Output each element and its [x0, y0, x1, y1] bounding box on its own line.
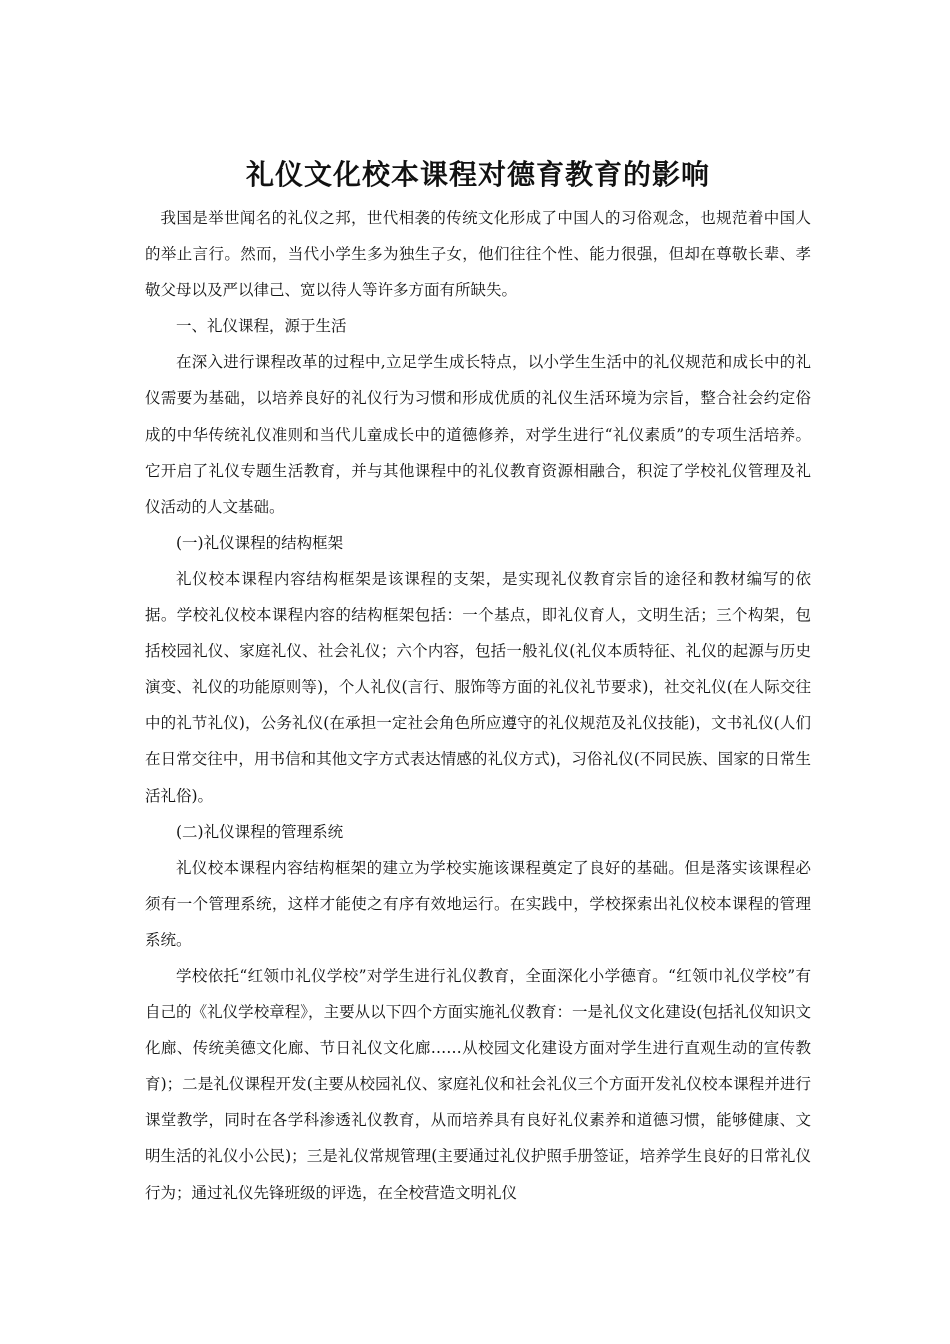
- paragraph-intro: 我国是举世闻名的礼仪之邦，世代相袭的传统文化形成了中国人的习俗观念，也规范着中国人的举止言行。然而，当代小学生多为独生子女，他们往往个性、能力很强，但却在尊敬长辈、孝敬父母以及严以律己、宽以待人等许多方面有所缺失。: [145, 209, 811, 300]
- section-heading-1: 一、礼仪课程，源于生活: [176, 317, 347, 336]
- paragraph: 学校依托“红领巾礼仪学校”对学生进行礼仪教育，全面深化小学德育。“红领巾礼仪学校”有自己的《礼仪学校章程》，主要从以下四个方面实施礼仪教育：一是礼仪文化建设(包括礼仪知识文化廊、传统美德文化廊、节日礼仪文化廊……从校园文化建设方面对学生进行直观生动的宣传教育)；二是礼仪课程开发(主要从校园礼仪、家庭礼仪和社会礼仪三个方面开发礼仪校本课程并进行课堂教学，同时在各学科渗透礼仪教育，从而培养具有良好礼仪素养和道德习惯，能够健康、文明生活的礼仪小公民)；三是礼仪常规管理(主要通过礼仪护照手册签证，培养学生良好的日常礼仪行为；通过礼仪先锋班级的评选，在全校营造文明礼仪: [145, 966, 811, 1202]
- subsection-heading-2: (二)礼仪课程的管理系统: [176, 822, 344, 841]
- subsection-heading-1: (一)礼仪课程的结构框架: [176, 533, 344, 552]
- document-page: [145, 150, 811, 1211]
- paragraph: 礼仪校本课程内容结构框架的建立为学校实施该课程奠定了良好的基础。但是落实该课程必须有一个管理系统，这样才能使之有序有效地运行。在实践中，学校探索出礼仪校本课程的管理系统。: [145, 858, 811, 949]
- document-body: [145, 200, 811, 1211]
- paragraph: 礼仪校本课程内容结构框架是该课程的支架，是实现礼仪教育宗旨的途径和教材编写的依据。学校礼仪校本课程内容的结构框架包括：一个基点，即礼仪育人，文明生活；三个构架，包括校园礼仪、家庭礼仪、社会礼仪；六个内容，包括一般礼仪(礼仪本质特征、礼仪的起源与历史演变、礼仪的功能原则等)，个人礼仪(言行、服饰等方面的礼仪礼节要求)，社交礼仪(在人际交往中的礼节礼仪)，公务礼仪(在承担一定社会角色所应遵守的礼仪规范及礼仪技能)，文书礼仪(人们在日常交往中，用书信和其他文字方式表达情感的礼仪方式)，习俗礼仪(不同民族、国家的日常生活礼俗)。: [145, 569, 811, 805]
- document-title: 礼仪文化校本课程对德育教育的影响: [245, 158, 710, 191]
- paragraph: 在深入进行课程改革的过程中,立足学生成长特点，以小学生生活中的礼仪规范和成长中的礼仪需要为基础，以培养良好的礼仪行为习惯和形成优质的礼仪生活环境为宗旨，整合社会约定俗成的中华传统礼仪准则和当代儿童成长中的道德修养，对学生进行“礼仪素质”的专项生活培养。它开启了礼仪专题生活教育，并与其他课程中的礼仪教育资源相融合，积淀了学校礼仪管理及礼仪活动的人文基础。: [145, 353, 811, 516]
